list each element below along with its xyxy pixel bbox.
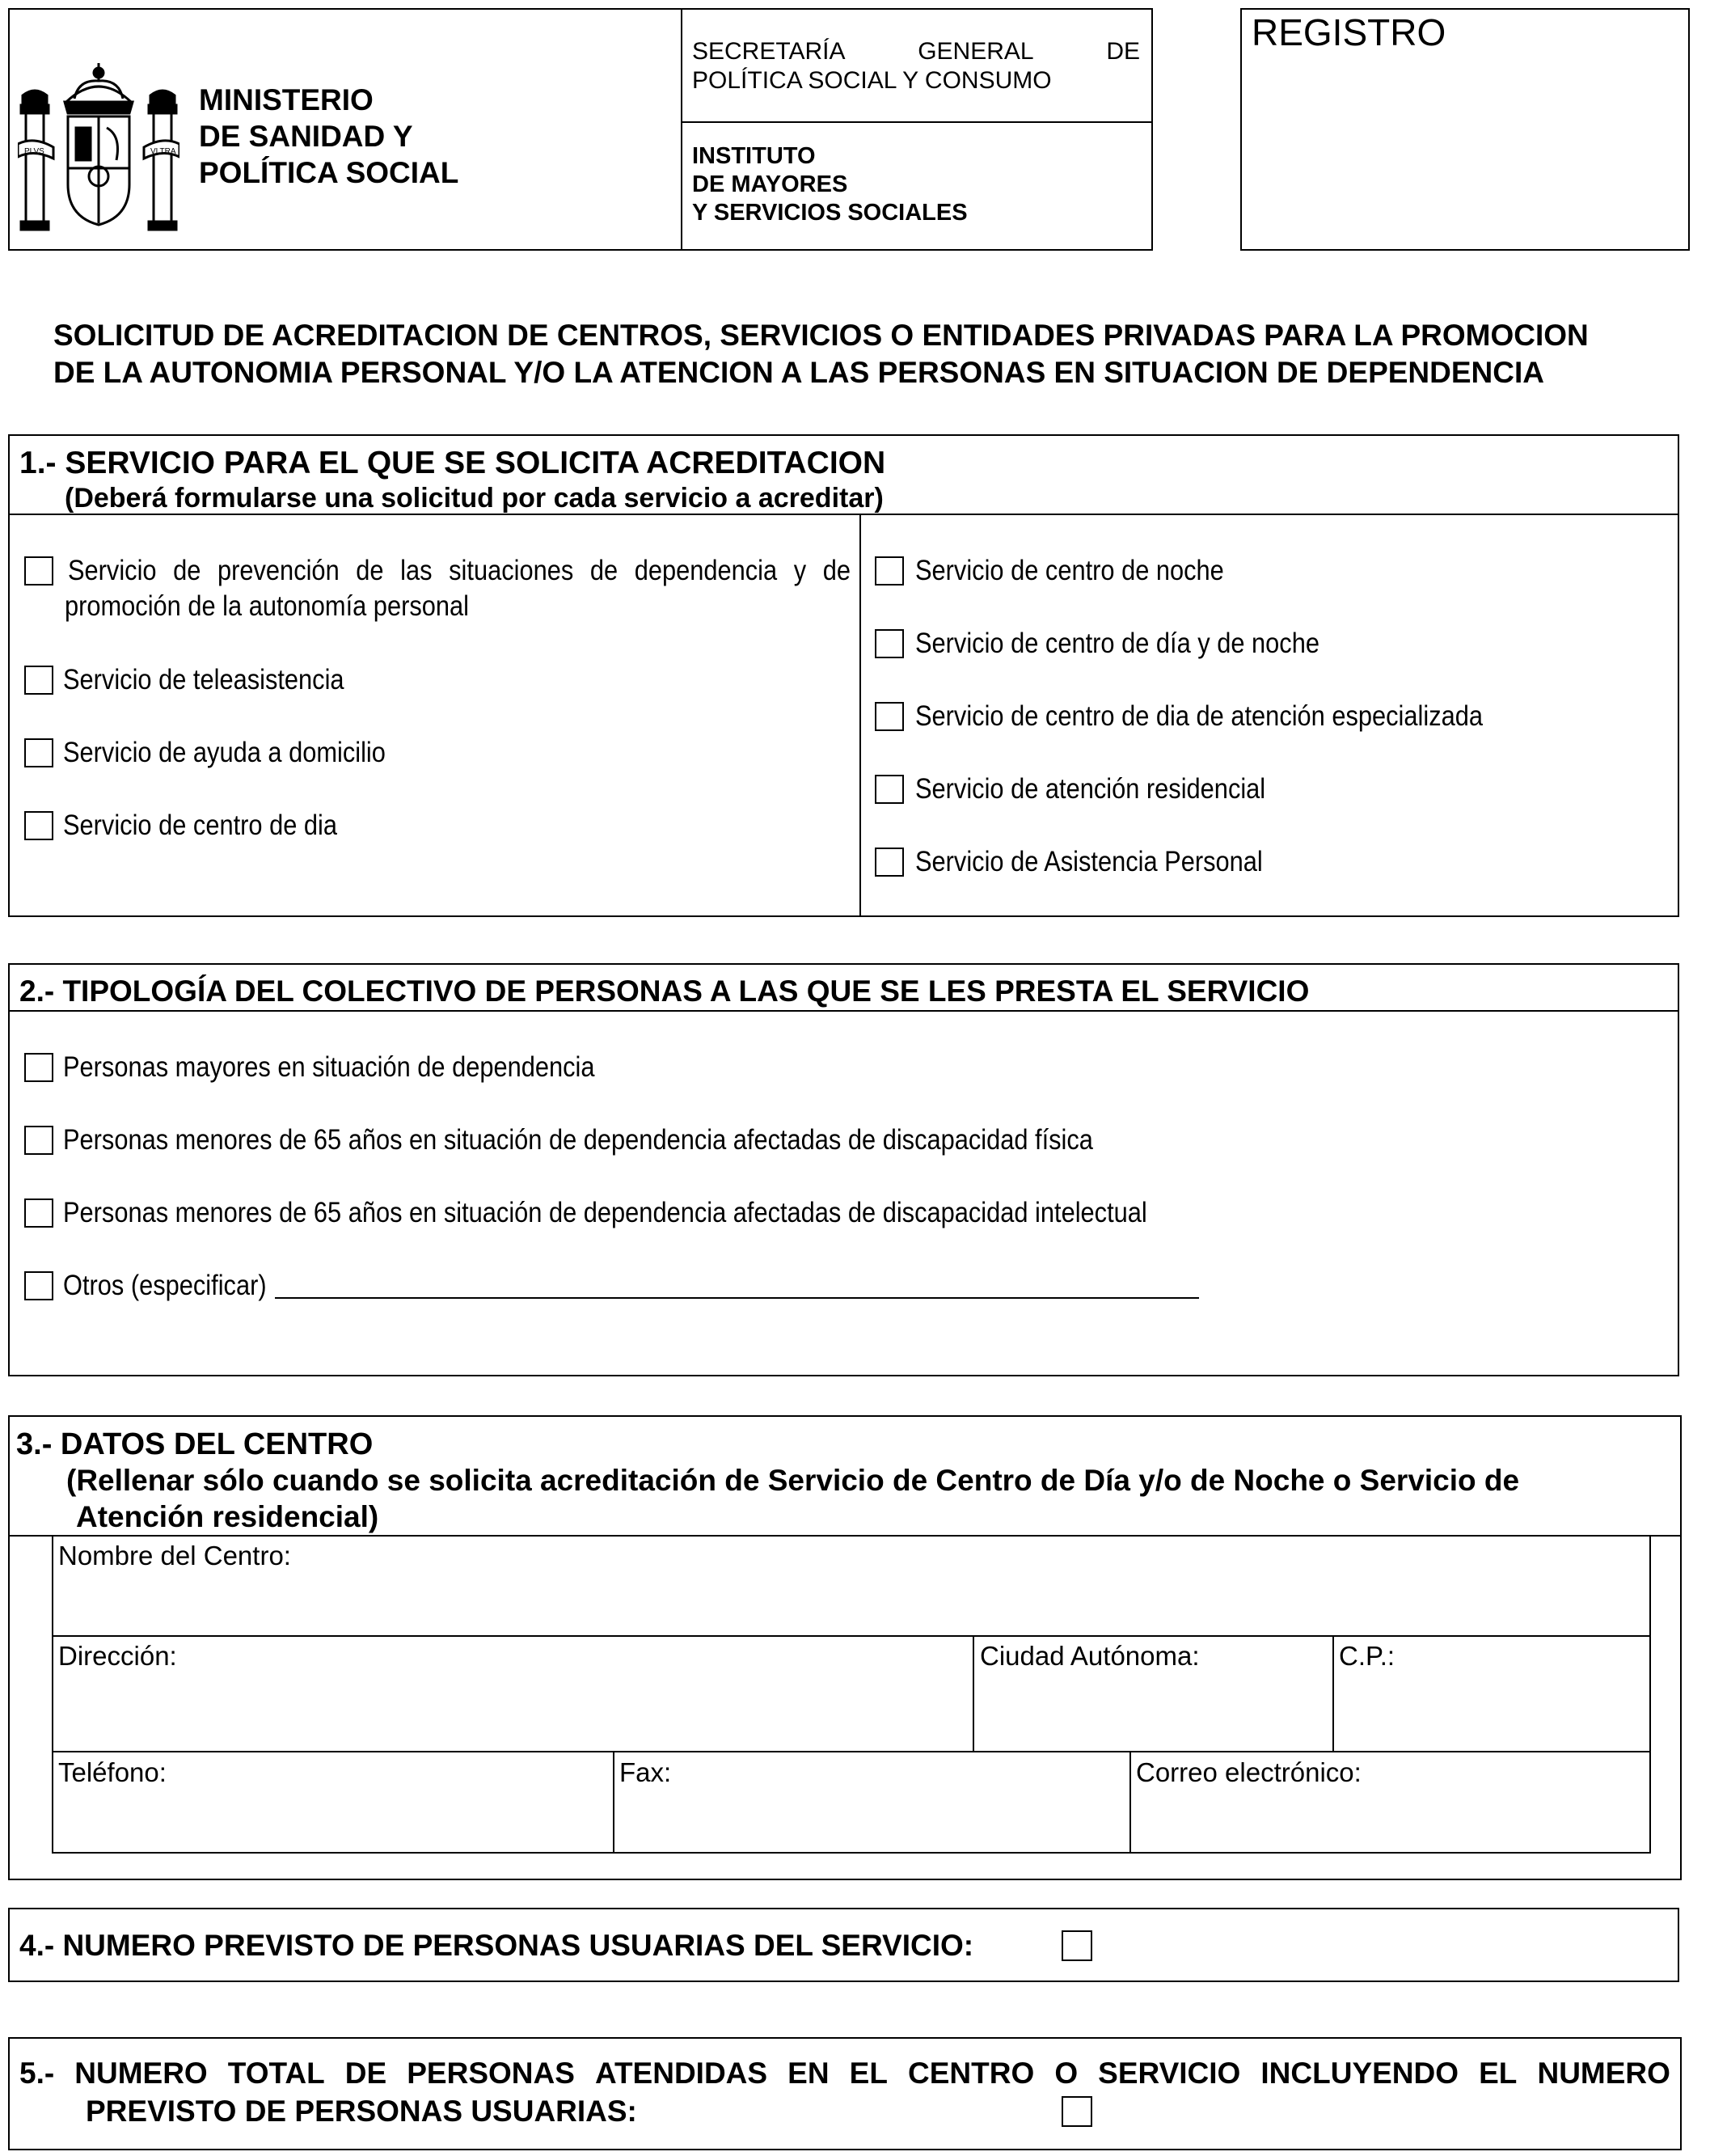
option-prevencion-line1 (68, 553, 851, 589)
ministry-line: DE SANIDAD Y (199, 120, 413, 153)
direccion-label: Dirección: (58, 1641, 177, 1671)
section3-title: 3.- DATOS DEL CENTRO (16, 1427, 374, 1461)
checkbox-teleasistencia[interactable] (24, 666, 53, 695)
checkbox-atencion-especializada[interactable] (875, 702, 904, 731)
section5-word: ATENDIDAS (594, 2057, 768, 2090)
checkbox-ayuda-domicilio[interactable] (24, 738, 53, 767)
option-personas-mayores: Personas mayores en situación de dependencia (63, 1051, 595, 1083)
table-row-divider (52, 1751, 1651, 1752)
instituto-line: DE MAYORES (692, 171, 848, 197)
table-col-divider (973, 1635, 974, 1752)
checkbox-centro-dia[interactable] (24, 811, 53, 840)
option-atencion-residencial: Servicio de atención residencial (915, 773, 1266, 805)
section4-title: 4.- NUMERO PREVISTO DE PERSONAS USUARIAS DEL SERVICIO: (19, 1929, 974, 1962)
telefono-field[interactable] (58, 1790, 608, 1849)
otros-especificar-input[interactable] (275, 1266, 1199, 1299)
secretaria-line2: POLÍTICA SOCIAL Y CONSUMO (692, 67, 1052, 94)
fax-label: Fax: (619, 1757, 672, 1787)
section5-word: NUMERO (1537, 2057, 1670, 2090)
total-atendidas-input[interactable] (1062, 2096, 1092, 2127)
section5-word: O (1054, 2057, 1079, 2090)
checkbox-discapacidad-fisica[interactable] (24, 1126, 53, 1155)
section2-box (8, 963, 1679, 1376)
section5-word: DE (344, 2057, 387, 2090)
secretaria-word: GENERAL (918, 38, 1034, 65)
telefono-label: Teléfono: (58, 1757, 167, 1787)
ciudad-autonoma-label: Ciudad Autónoma: (980, 1641, 1200, 1671)
registro-label: REGISTRO (1252, 11, 1446, 53)
section5-word: NUMERO (74, 2057, 208, 2090)
option-prevencion-line2: promoción de la autonomía personal (65, 590, 469, 622)
instituto-line: Y SERVICIOS SOCIALES (692, 200, 968, 226)
section1-column-divider (859, 514, 861, 917)
section1-title: 1.- SERVICIO PARA EL QUE SE SOLICITA ACREDITACION (19, 446, 886, 480)
instituto-line: INSTITUTO (692, 143, 816, 169)
ministry-line: MINISTERIO (199, 83, 374, 116)
option-centro-dia: Servicio de centro de dia (63, 810, 338, 841)
option-asistencia-personal: Servicio de Asistencia Personal (915, 846, 1263, 877)
section5-word: CENTRO (908, 2057, 1035, 2090)
secretaria-word: DE (1106, 38, 1140, 65)
section2-title: 2.- TIPOLOGÍA DEL COLECTIVO DE PERSONAS A LAS QUE SE LES PRESTA EL SERVICIO (19, 974, 1310, 1008)
section2-header-divider (8, 1010, 1679, 1012)
checkbox-otros[interactable] (24, 1271, 53, 1300)
ministry-line: POLÍTICA SOCIAL (199, 156, 459, 189)
codigo-postal-field[interactable] (1339, 1674, 1646, 1745)
section5-word: 5.- (19, 2057, 55, 2090)
svg-text:PLVS: PLVS (24, 147, 44, 156)
form-title (53, 317, 1589, 391)
direccion-field[interactable] (58, 1674, 967, 1745)
option-ayuda-domicilio: Servicio de ayuda a domicilio (63, 737, 386, 768)
option-otros: Otros (especificar) (63, 1270, 267, 1301)
section5-title-line2: PREVISTO DE PERSONAS USUARIAS: (86, 2095, 637, 2128)
checkbox-atencion-residencial[interactable] (875, 775, 904, 804)
table-col-divider (1332, 1635, 1334, 1752)
section5-word: TOTAL (227, 2057, 325, 2090)
checkbox-asistencia-personal[interactable] (875, 848, 904, 877)
instituto-name (692, 142, 968, 227)
nombre-centro-label: Nombre del Centro: (58, 1541, 291, 1570)
department-divider (681, 121, 1153, 123)
section3-subtitle-line: (Rellenar sólo cuando se solicita acreditación de Servicio de Centro de Día y/o de Noche o Servicio de (66, 1464, 1520, 1497)
svg-text:VLTRA: VLTRA (150, 147, 176, 156)
section3-subtitle (66, 1462, 1519, 1535)
option-centro-noche: Servicio de centro de noche (915, 555, 1224, 586)
option-teleasistencia: Servicio de teleasistencia (63, 664, 344, 695)
usuarias-previstas-input[interactable] (1062, 1930, 1092, 1961)
secretaria-word: SECRETARÍA (692, 38, 846, 65)
correo-electronico-field[interactable] (1136, 1790, 1645, 1849)
checkbox-prevencion[interactable] (24, 556, 53, 586)
section1-subtitle: (Deberá formularse una solicitud por cada servicio a acreditar) (65, 483, 884, 514)
option-atencion-especializada: Servicio de centro de dia de atención especializada (915, 700, 1484, 732)
section3-subtitle-line: Atención residencial) (76, 1500, 379, 1533)
table-col-divider (613, 1751, 614, 1854)
nombre-centro-field[interactable] (58, 1574, 1643, 1630)
secretaria-line1 (692, 37, 1140, 66)
form-title-line: DE LA AUTONOMIA PERSONAL Y/O LA ATENCION A LAS PERSONAS EN SITUACION DE DEPENDENCIA (53, 356, 1544, 389)
correo-electronico-label: Correo electrónico: (1136, 1757, 1362, 1787)
section5-word: EL (849, 2057, 888, 2090)
form-title-line: SOLICITUD DE ACREDITACION DE CENTROS, SERVICIOS O ENTIDADES PRIVADAS PARA LA PROMOCION (53, 319, 1589, 352)
checkbox-discapacidad-intelectual[interactable] (24, 1198, 53, 1228)
section5-word: INCLUYENDO (1260, 2057, 1459, 2090)
section5-word: EL (1479, 2057, 1518, 2090)
ciudad-autonoma-field[interactable] (980, 1674, 1328, 1745)
table-col-divider (1129, 1751, 1131, 1854)
option-discapacidad-intelectual: Personas menores de 65 años en situación de dependencia afectadas de discapacidad intelectual (63, 1197, 1147, 1228)
section5-word: EN (787, 2057, 830, 2090)
ministry-name (199, 82, 458, 191)
table-row-divider (52, 1635, 1651, 1637)
option-discapacidad-fisica: Personas menores de 65 años en situación de dependencia afectadas de discapacidad física (63, 1124, 1093, 1156)
checkbox-personas-mayores[interactable] (24, 1053, 53, 1082)
section5-title-line1 (19, 2055, 1670, 2092)
option-centro-dia-noche: Servicio de centro de día y de noche (915, 628, 1319, 659)
checkbox-centro-noche[interactable] (875, 556, 904, 586)
coat-of-arms-icon (18, 63, 179, 233)
fax-field[interactable] (619, 1790, 1124, 1849)
option-label: Servicio de prevención de las situaciones de dependencia y de (68, 555, 851, 586)
section5-word: SERVICIO (1098, 2057, 1241, 2090)
checkbox-centro-dia-noche[interactable] (875, 629, 904, 658)
codigo-postal-label: C.P.: (1339, 1641, 1395, 1671)
section5-word: PERSONAS (407, 2057, 575, 2090)
